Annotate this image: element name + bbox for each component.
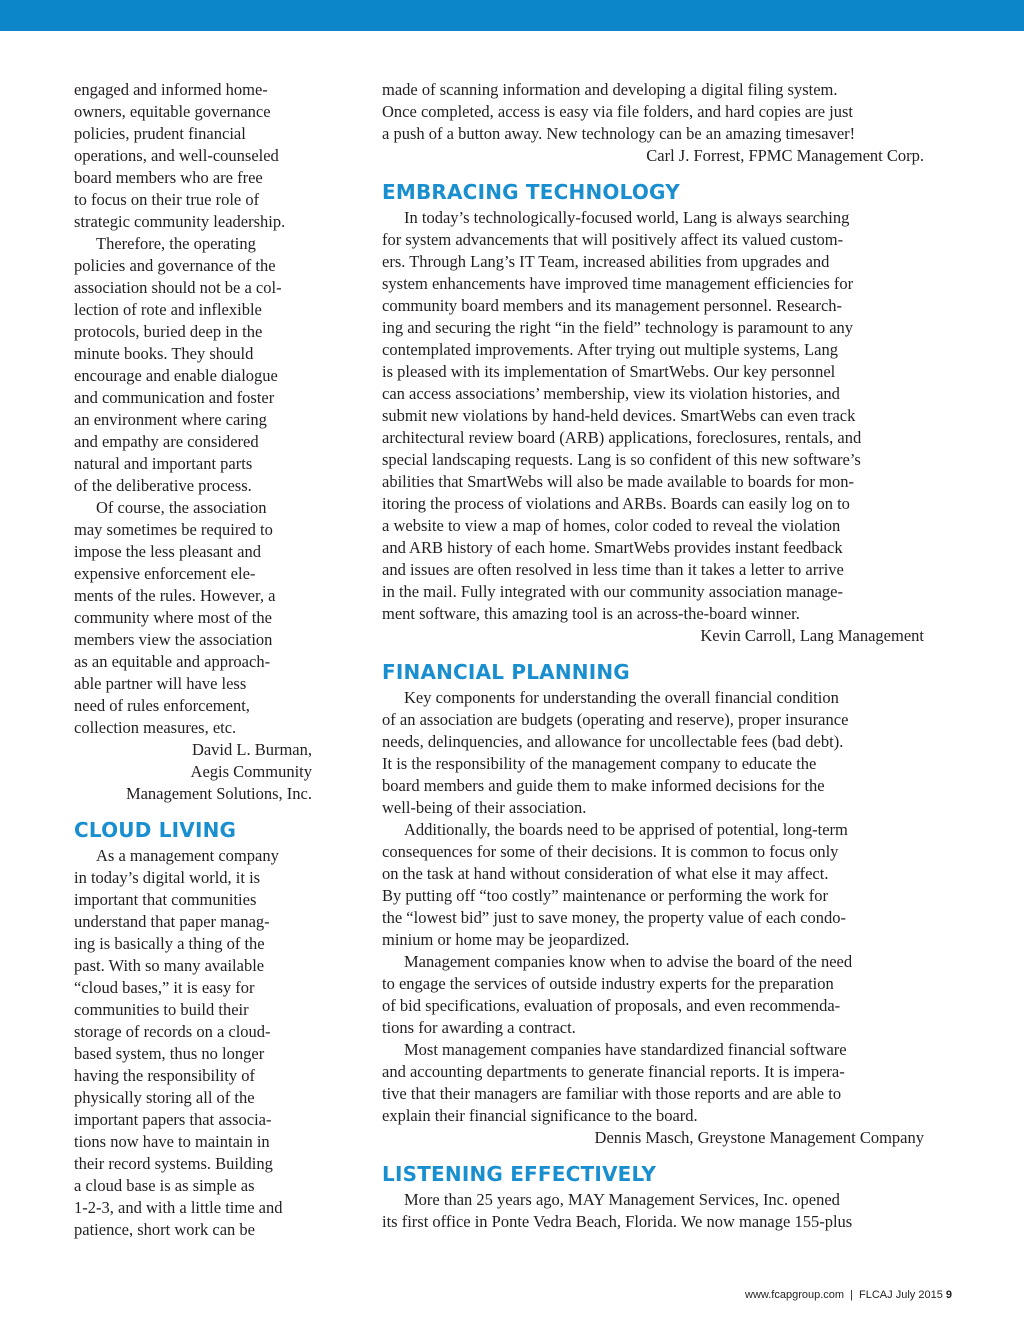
text-line: members view the association <box>74 630 273 649</box>
text-line: a cloud base is as simple as <box>74 1176 255 1195</box>
text-line: operations, and well-counseled <box>74 146 279 165</box>
text-line: their record systems. Building <box>74 1154 273 1173</box>
paragraph <box>382 207 924 625</box>
paragraph <box>74 497 312 739</box>
paragraph <box>74 845 312 1241</box>
text-line: Therefore, the operating <box>96 234 256 253</box>
text-line: policies, prudent financial <box>74 124 246 143</box>
text-line: contemplated improvements. After trying out multiple systems, Lang <box>382 340 838 359</box>
text-line: is pleased with its implementation of SmartWebs. Our key personnel <box>382 362 836 381</box>
text-line: understand that paper manag- <box>74 912 270 931</box>
text-line: ing and securing the right “in the field” technology is paramount to any <box>382 318 854 337</box>
author-attribution <box>382 1127 924 1149</box>
top-color-band <box>0 0 1024 31</box>
text-line: expensive enforcement ele- <box>74 564 256 583</box>
text-line: of the deliberative process. <box>74 476 252 495</box>
text-line: on the task at hand without consideration of what else it may affect. <box>382 864 829 883</box>
text-line: the “lowest bid” just to save money, the property value of each condo- <box>382 908 846 927</box>
author-attribution <box>382 145 924 167</box>
text-line: having the responsibility of <box>74 1066 256 1085</box>
paragraph <box>74 233 312 497</box>
text-line: submit new violations by hand-held devices. SmartWebs can even track <box>382 406 856 425</box>
text-line: board members and guide them to make informed decisions for the <box>382 776 825 795</box>
text-line: lection of rote and inflexible <box>74 300 262 319</box>
text-line: Additionally, the boards need to be apprised of potential, long-term <box>404 820 848 839</box>
attribution-line: Dennis Masch, Greystone Management Company <box>594 1128 924 1147</box>
paragraph <box>74 79 312 233</box>
attribution-line: Kevin Carroll, Lang Management <box>700 626 924 645</box>
section-heading-embracing-technology: EMBRACING TECHNOLOGY <box>382 180 680 204</box>
text-line: to engage the services of outside industry experts for the preparation <box>382 974 834 993</box>
text-line: encourage and enable dialogue <box>74 366 278 385</box>
author-attribution <box>382 625 924 647</box>
text-line: protocols, buried deep in the <box>74 322 263 341</box>
text-line: storage of records on a cloud- <box>74 1022 271 1041</box>
footer-separator: | <box>850 1289 853 1301</box>
paragraph <box>382 1039 924 1127</box>
text-line: board members who are free <box>74 168 263 187</box>
text-line: system enhancements have improved time management efficiencies for <box>382 274 854 293</box>
text-line: an environment where caring <box>74 410 267 429</box>
text-line: community where most of the <box>74 608 272 627</box>
text-line: abilities that SmartWebs will also be made available to boards for mon- <box>382 472 855 491</box>
text-line: “cloud bases,” it is easy for <box>74 978 255 997</box>
text-line: ers. Through Lang’s IT Team, increased abilities from upgrades and <box>382 252 830 271</box>
text-line: ing is basically a thing of the <box>74 934 265 953</box>
paragraph <box>382 79 924 145</box>
text-line: and ARB history of each home. SmartWebs provides instant feedback <box>382 538 843 557</box>
text-line: and issues are often resolved in less time than it takes a letter to arrive <box>382 560 844 579</box>
text-line: impose the less pleasant and <box>74 542 261 561</box>
text-line: Once completed, access is easy via file folders, and hard copies are just <box>382 102 853 121</box>
text-line: able partner will have less <box>74 674 247 693</box>
text-line: in today’s digital world, it is <box>74 868 261 887</box>
text-line: patience, short work can be <box>74 1220 255 1239</box>
attribution-line: David L. Burman, <box>191 740 312 759</box>
paragraph <box>382 819 924 951</box>
attribution-line: Carl J. Forrest, FPMC Management Corp. <box>646 146 924 165</box>
text-line: of an association are budgets (operating and reserve), proper insurance <box>382 710 849 729</box>
text-line: owners, equitable governance <box>74 102 271 121</box>
text-line: and accounting departments to generate financial reports. It is impera- <box>382 1062 845 1081</box>
text-line: to focus on their true role of <box>74 190 260 209</box>
text-line: explain their financial significance to the board. <box>382 1106 698 1125</box>
footer-issue: July 2015 <box>895 1289 943 1301</box>
text-line: Of course, the association <box>96 498 267 517</box>
text-line: engaged and informed home- <box>74 80 268 99</box>
author-attribution <box>74 739 312 805</box>
text-line: communities to build their <box>74 1000 249 1019</box>
text-line: physically storing all of the <box>74 1088 255 1107</box>
text-line: tions for awarding a contract. <box>382 1018 576 1037</box>
text-line: need of rules enforcement, <box>74 696 250 715</box>
text-line: in the mail. Fully integrated with our community association manage- <box>382 582 843 601</box>
page-footer <box>745 1287 952 1303</box>
text-line: Management companies know when to advise the board of the need <box>404 952 853 971</box>
text-line: important papers that associa- <box>74 1110 272 1129</box>
paragraph <box>382 687 924 819</box>
text-line: policies and governance of the <box>74 256 276 275</box>
text-line: architectural review board (ARB) applications, foreclosures, rentals, and <box>382 428 862 447</box>
text-line: itoring the process of violations and ARBs. Boards can easily log on to <box>382 494 850 513</box>
text-line: for system advancements that will positively affect its valued custom- <box>382 230 844 249</box>
text-line: More than 25 years ago, MAY Management Services, Inc. opened <box>404 1190 840 1209</box>
text-line: special landscaping requests. Lang is so confident of this new software’s <box>382 450 861 469</box>
paragraph <box>382 1189 924 1233</box>
text-line: As a management company <box>96 846 279 865</box>
text-line: community board members and its management personnel. Research- <box>382 296 843 315</box>
text-line: minium or home may be jeopardized. <box>382 930 630 949</box>
attribution-line: Management Solutions, Inc. <box>125 784 312 803</box>
text-line: Most management companies have standardized financial software <box>404 1040 847 1059</box>
section-heading-cloud-living: CLOUD LIVING <box>74 818 237 842</box>
right-column <box>382 79 924 1233</box>
text-line: natural and important parts <box>74 454 253 473</box>
text-line: ments of the rules. However, a <box>74 586 276 605</box>
text-line: minute books. They should <box>74 344 254 363</box>
text-line: In today’s technologically-focused world, Lang is always searching <box>404 208 850 227</box>
text-line: tions now have to maintain in <box>74 1132 270 1151</box>
text-line: a push of a button away. New technology can be an amazing timesaver! <box>382 124 856 143</box>
text-line: ment software, this amazing tool is an across-the-board winner. <box>382 604 800 623</box>
text-line: By putting off “too costly” maintenance or performing the work for <box>382 886 828 905</box>
section-heading-financial-planning: FINANCIAL PLANNING <box>382 660 630 684</box>
page-number: 9 <box>945 1289 952 1301</box>
text-line: 1-2-3, and with a little time and <box>74 1198 283 1217</box>
text-line: strategic community leadership. <box>74 212 286 231</box>
left-column <box>74 79 312 1241</box>
text-line: tive that their managers are familiar with those reports and are able to <box>382 1084 842 1103</box>
text-line: It is the responsibility of the management company to educate the <box>382 754 817 773</box>
text-line: important that communities <box>74 890 257 909</box>
text-line: and empathy are considered <box>74 432 259 451</box>
text-line: a website to view a map of homes, color coded to reveal the violation <box>382 516 841 535</box>
footer-url[interactable]: www.fcapgroup.com <box>745 1289 845 1301</box>
text-line: well-being of their association. <box>382 798 587 817</box>
paragraph <box>382 951 924 1039</box>
text-line: collection measures, etc. <box>74 718 237 737</box>
section-heading-listening-effectively: LISTENING EFFECTIVELY <box>382 1162 657 1186</box>
text-line: consequences for some of their decisions. It is common to focus only <box>382 842 839 861</box>
footer-publication: FLCAJ <box>859 1289 893 1301</box>
text-line: past. With so many available <box>74 956 265 975</box>
text-line: may sometimes be required to <box>74 520 273 539</box>
attribution-line: Aegis Community <box>190 762 312 781</box>
text-line: based system, thus no longer <box>74 1044 265 1063</box>
text-line: needs, delinquencies, and allowance for uncollectable fees (bad debt). <box>382 732 844 751</box>
text-line: can access associations’ membership, view its violation histories, and <box>382 384 840 403</box>
text-line: its first office in Ponte Vedra Beach, Florida. We now manage 155-plus <box>382 1212 853 1231</box>
text-line: of bid specifications, evaluation of proposals, and even recommenda- <box>382 996 841 1015</box>
text-line: Key components for understanding the overall financial condition <box>404 688 839 707</box>
text-line: and communication and foster <box>74 388 275 407</box>
text-line: association should not be a col- <box>74 278 282 297</box>
text-line: made of scanning information and developing a digital filing system. <box>382 80 838 99</box>
text-line: as an equitable and approach- <box>74 652 271 671</box>
